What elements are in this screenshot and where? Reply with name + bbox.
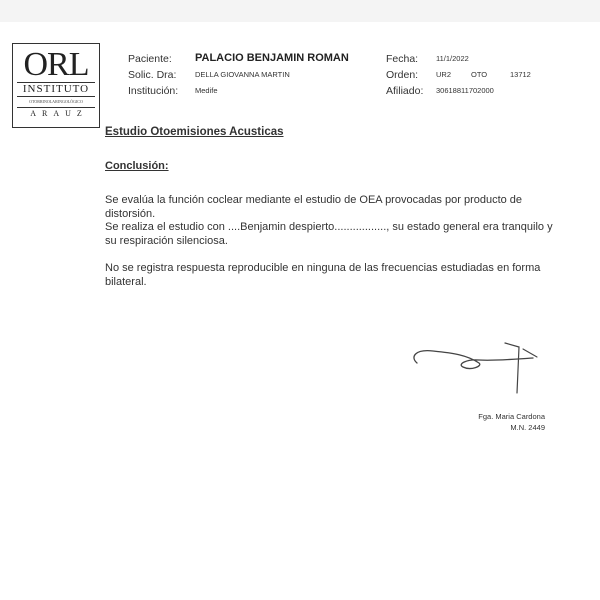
conclusion-heading: Conclusión:: [105, 160, 169, 172]
paragraph-2: Se realiza el estudio con ....Benjamin despierto................., su estado general era tranquilo y su respiración silenciosa.: [105, 221, 553, 247]
study-title: Estudio Otoemisiones Acusticas: [105, 126, 284, 138]
orden-value-1: UR2: [436, 70, 452, 79]
signer-block: [450, 411, 545, 433]
institution-logo: [12, 43, 100, 128]
institucion-label: Institución:: [128, 85, 179, 97]
afiliado-value: 30618811702000: [436, 86, 494, 95]
signer-name: Fga. Maria Cardona: [478, 412, 545, 421]
orden-value-2: OTO: [471, 70, 488, 79]
logo-instituto: INSTITUTO: [17, 82, 95, 97]
signer-license: M.N. 2449: [510, 423, 545, 432]
paciente-label: Paciente:: [128, 53, 172, 65]
orden-value-3: 13712: [510, 70, 531, 79]
logo-arauz: ARAUZ: [17, 107, 95, 119]
logo-subtitle: OTORRINOLARINGOLÓGICO: [29, 99, 83, 104]
afiliado-label: Afiliado:: [386, 85, 424, 97]
institucion-value: Medife: [195, 86, 218, 95]
paciente-value: PALACIO BENJAMIN ROMAN: [195, 52, 349, 64]
fecha-label: Fecha:: [386, 53, 419, 65]
logo-orl: ORL: [23, 46, 89, 83]
paragraph-1: Se evalúa la función coclear mediante el estudio de OEA provocadas por producto de distorsión.: [105, 194, 523, 220]
top-bar: [0, 0, 600, 22]
fecha-value: 11/1/2022: [436, 54, 469, 63]
orden-label: Orden:: [386, 69, 419, 81]
solic-label: Solic. Dra:: [128, 69, 177, 81]
paragraph-3: No se registra respuesta reproducible en ninguna de las frecuencias estudiadas en forma bilateral.: [105, 262, 541, 288]
solic-value: DELLA GIOVANNA MARTIN: [195, 70, 290, 79]
handwritten-signature: [405, 335, 545, 400]
